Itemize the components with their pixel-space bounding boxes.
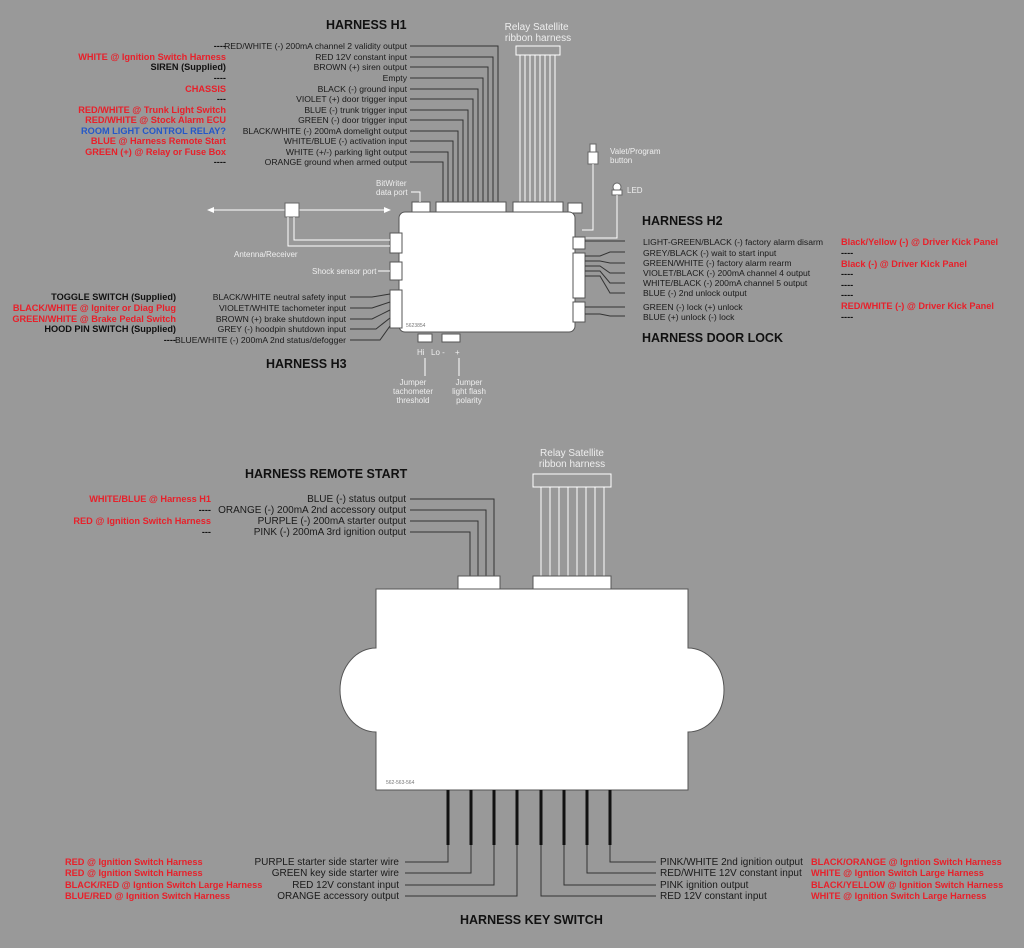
harness-h3-connector [390,290,402,328]
h1-pin-label: BLUE (-) trunk trigger input [304,105,407,115]
harness-h2-pin-labels [643,237,823,322]
h3-pin-label: VIOLET/WHITE tachometer input [218,303,346,313]
jumper-plus-label: + [455,348,460,357]
relay-satellite-connector-bottom [533,474,611,487]
h3-pin-label: BLUE/WHITE (-) 200mA 2nd status/defogger [175,335,346,345]
h2-connection: ---- [841,248,854,258]
relay-satellite-label-bottom: Relay Satellite ribbon harness [538,448,606,470]
ks-left-connection: BLACK/RED @ Igntion Switch Large Harness [65,880,263,890]
harness-door-lock-title: HARNESS DOOR LOCK [642,331,783,345]
h2-connection: Black (-) @ Driver Kick Panel [841,259,967,269]
rs-connection: RED @ Ignition Switch Harness [73,516,211,526]
harness-h1-pin-labels [224,41,408,167]
ks-left-connection: RED @ Ignition Switch Harness [65,857,203,867]
jumper-lo-label: Lo - [431,348,445,357]
harness-remote-start-title: HARNESS REMOTE START [245,467,408,481]
harness-remote-start-wires [410,499,494,576]
bitwriter-port [412,202,430,212]
alarm-part-number: 5623854 [406,323,426,329]
jumper-flash-label: Jumper light flash polarity [452,378,486,405]
relay-satellite-line1: Relay Satellite [504,22,569,33]
harness-h1-connector [436,202,506,212]
ks-right-pin-label: PINK/WHITE 2nd ignition output [660,857,803,868]
ks-left-pin-label: RED 12V constant input [292,880,399,891]
rs-connection: WHITE/BLUE @ Harness H1 [89,494,211,504]
antenna-label: Antenna/Receiver [234,250,298,259]
h3-pin-label: BLACK/WHITE neutral safety input [212,292,346,302]
h3-connection: HOOD PIN SWITCH (Supplied) [44,324,176,334]
harness-h2-connector-b [573,253,585,298]
alarm-module-body [399,212,575,332]
h1-connection: ---- [213,41,226,51]
h1-connection: WHITE @ Ignition Switch Harness [78,52,226,62]
h2-pin-label: GREEN/WHITE (-) factory alarm rearm [643,258,792,268]
key-switch-right-connections [811,857,1003,901]
ks-right-connection: BLACK/ORANGE @ Igntion Switch Harness [811,857,1002,867]
h1-connection: ---- [213,73,226,83]
led-label: LED [627,186,643,195]
key-switch-wires [405,845,656,896]
ks-left-pin-label: GREEN key side starter wire [271,868,399,879]
remote-start-module-body [340,589,724,790]
h1-pin-label: RED/WHITE (-) 200mA channel 2 validity output [224,41,407,51]
rs-pin-label: BLUE (-) status output [307,494,406,505]
rs-pin-label: PURPLE (-) 200mA starter output [257,516,406,527]
shock-sensor-port [390,262,402,280]
door-lock-pin-label: BLUE (+) unlock (-) lock [643,312,735,322]
h1-connection: ROOM LIGHT CONTROL RELAY? [81,126,226,136]
remote-start-pin-labels [218,494,406,538]
h1-connection: RED/WHITE @ Trunk Light Switch [78,105,226,115]
relay-satellite-connector [513,202,563,212]
relay-satellite-ribbon-top [520,55,555,205]
h1-pin-label: GREEN (-) door trigger input [298,115,407,125]
ks-left-pin-label: ORANGE accessory output [277,891,399,902]
harness-h3-title: HARNESS H3 [266,357,347,371]
ks-right-connection: BLACK/YELLOW @ Ignition Switch Harness [811,880,1004,890]
key-switch-pin-stubs [448,790,610,845]
door-lock-connection: ---- [841,312,854,322]
harness-h1-title: HARNESS H1 [326,18,407,32]
antenna-receiver-icon [285,203,299,217]
ks-right-connection: WHITE @ Ignition Switch Large Harness [811,891,987,901]
h2-pin-label: WHITE/BLACK (-) 200mA channel 5 output [643,278,808,288]
ks-right-pin-label: RED/WHITE 12V constant input [660,868,802,879]
ks-left-connection: BLUE/RED @ Ignition Switch Harness [65,891,231,901]
h3-connection: BLACK/WHITE @ Igniter or Diag Plug [12,303,176,313]
ks-right-pin-label: PINK ignition output [660,880,749,891]
h2-pin-label: GREY/BLACK (-) wait to start input [643,248,777,258]
h3-pin-label: GREY (-) hoodpin shutdown input [217,324,346,334]
door-lock-connector [573,302,585,322]
harness-h1-connections [78,41,227,167]
h2-pin-label: LIGHT-GREEN/BLACK (-) factory alarm disarm [643,237,824,247]
door-lock-connection: RED/WHITE (-) @ Driver Kick Panel [841,301,994,311]
h1-connection: GREEN (+) @ Relay or Fuse Box [85,147,226,157]
ks-left-pin-label: PURPLE starter side starter wire [254,857,399,868]
ks-right-connection: WHITE @ Igntion Switch Large Harness [811,868,984,878]
h1-connection: BLUE @ Harness Remote Start [90,136,226,146]
h2-pin-label: BLUE (-) 2nd unlock output [643,288,747,298]
relay-satellite-line2: ribbon harness [504,33,572,44]
h2-connection: Black/Yellow (-) @ Driver Kick Panel [841,237,999,247]
h1-connection: CHASSIS [185,84,226,94]
h1-connection: RED/WHITE @ Stock Alarm ECU [85,115,226,125]
jumper-flash [442,334,460,342]
valet-button-icon [590,144,596,152]
shock-sensor-label: Shock sensor port [312,267,377,276]
antenna-port [390,233,402,253]
harness-h1-wires [410,46,498,204]
rs-pin-label: ORANGE (-) 200mA 2nd accessory output [218,505,406,516]
jumper-tach [418,334,432,342]
key-switch-left-connections [65,857,262,901]
h3-connection: ---- [163,335,176,345]
valet-connector [568,203,582,213]
harness-h3-pin-labels [175,292,347,345]
valet-button-label: Valet/Program button [610,147,661,165]
h1-pin-label: ORANGE ground when armed output [264,157,407,167]
h3-connection: TOGGLE SWITCH (Supplied) [51,292,176,302]
alarm-control-unit [207,22,661,405]
harness-h2-wires [585,241,625,316]
relay-satellite-ribbon-bottom [541,487,604,578]
key-switch-right-pin-labels [660,857,803,902]
h1-pin-label: RED 12V constant input [315,52,407,62]
h1-pin-label: BLACK/WHITE (-) 200mA domelight output [242,126,407,136]
h1-pin-label: BLACK (-) ground input [317,84,407,94]
h1-pin-label: Empty [382,73,407,83]
h1-connection: --- [216,94,226,104]
door-lock-pin-label: GREEN (-) lock (+) unlock [643,302,743,312]
h1-pin-label: BROWN (+) siren output [313,62,407,72]
harness-h2-connector-a [573,237,585,249]
harness-h3-connections [12,292,176,345]
h1-pin-label: WHITE (+/-) parking light output [285,147,407,157]
remote-start-part-number: 562-563-564 [386,780,415,786]
key-switch-left-pin-labels [255,857,400,902]
h2-connection: ---- [841,280,854,290]
rs-connection: --- [201,527,211,537]
rs-pin-label: PINK (-) 200mA 3rd ignition output [253,527,406,538]
h1-connection: SIREN (Supplied) [150,62,226,72]
bitwriter-label: BitWriter data port [376,179,408,197]
h1-pin-label: VIOLET (+) door trigger input [296,94,407,104]
h2-connection: ---- [841,290,854,300]
relay-satellite-connector-top [516,46,560,55]
h1-pin-label: WHITE/BLUE (-) activation input [283,136,407,146]
remote-start-connector [458,576,500,589]
h1-connection: ---- [213,157,226,167]
h2-connection: ---- [841,269,854,279]
rs-connection: ---- [198,505,211,515]
h2-pin-label: VIOLET/BLACK (-) 200mA channel 4 output [643,268,811,278]
remote-start-connections [73,494,211,537]
jumper-tach-label: Jumper tachometer threshold [392,378,434,405]
relay-satellite-label-top [505,22,572,44]
harness-h2-title: HARNESS H2 [642,214,723,228]
relay-satellite-connector-2 [533,576,611,589]
h3-connection: GREEN/WHITE @ Brake Pedal Switch [12,314,176,324]
harness-h3-wires [350,294,390,340]
harness-key-switch-title: HARNESS KEY SWITCH [460,913,603,927]
ks-right-pin-label: RED 12V constant input [660,891,767,902]
harness-h2-connections [841,237,998,322]
ks-left-connection: RED @ Ignition Switch Harness [65,868,203,878]
jumper-hi-label: Hi [417,348,425,357]
h3-pin-label: BROWN (+) brake shutdown input [215,314,346,324]
